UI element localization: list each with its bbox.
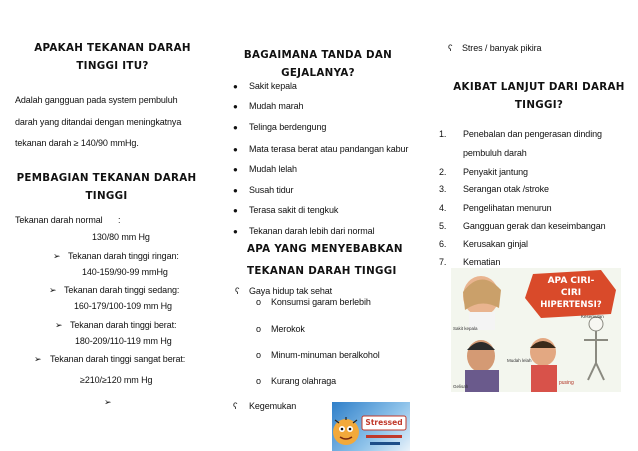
cause-stress: Stres / banyak pikira	[462, 43, 542, 53]
subcause-item: Kurang olahraga	[271, 376, 337, 386]
heading-what-is-hypertension: APAKAH TEKANAN DARAH TINGGI ITU?	[34, 42, 191, 72]
stressed-text: Stressed	[365, 418, 403, 427]
subcause-item: Merokok	[271, 324, 305, 334]
arrow-bullet-icon: ➢	[104, 397, 112, 407]
label-tingling: Kesemutan	[581, 314, 604, 319]
heading-causes-line-2: TEKANAN DARAH TINGGI	[247, 265, 397, 277]
bullet-icon: ●	[233, 227, 238, 236]
column-2	[212, 0, 425, 451]
symptom-item: Telinga berdengung	[249, 122, 327, 132]
arrow-bullet-icon: ➢	[34, 354, 42, 364]
arrow-bullet-icon: ➢	[55, 320, 63, 330]
normal-value: 130/80 mm Hg	[92, 232, 150, 242]
cause-lifestyle: Gaya hidup tak sehat	[249, 286, 333, 296]
illustration-title-1: APA CIRI-	[547, 276, 595, 286]
list-number: 1.	[439, 129, 447, 139]
circle-bullet-icon: o	[256, 324, 261, 334]
symptom-item: Mudah marah	[249, 101, 304, 111]
label-headache: Sakit kepala	[453, 326, 478, 331]
moderate-value: 160-179/100-109 mm Hg	[74, 301, 172, 311]
arrow-bullet-icon: ➢	[53, 251, 61, 261]
bullet-icon: ●	[233, 165, 238, 174]
very-severe-label: Tekanan darah tinggi sangat berat:	[50, 354, 186, 364]
bullet-icon: ●	[233, 123, 238, 132]
hypertension-symptoms-illustration	[451, 268, 621, 392]
bullet-icon: ●	[233, 145, 238, 154]
bullet-icon: ●	[233, 102, 238, 111]
column-3	[425, 0, 638, 451]
subcause-item: Minum-minuman beralkohol	[271, 350, 380, 360]
illustration-title-3: HIPERTENSI?	[540, 300, 602, 310]
symptom-item: Tekanan darah lebih dari normal	[249, 226, 375, 236]
list-number: 7.	[439, 257, 447, 267]
arrow-bullet-icon: ➢	[49, 285, 57, 295]
illustration-title-2: CIRI	[560, 288, 582, 298]
normal-colon: :	[118, 215, 121, 225]
hook-bullet-icon: ʕ	[448, 43, 453, 53]
symptom-item: Susah tidur	[249, 185, 294, 195]
subcause-item: Konsumsi garam berlebih	[271, 297, 371, 307]
severe-label: Tekanan darah tinggi berat:	[70, 320, 177, 330]
consequence-item: Gangguan gerak dan keseimbangan	[463, 221, 606, 231]
severe-value: 180-209/110-119 mm Hg	[75, 336, 172, 346]
symptom-item: Mata terasa berat atau pandangan kabur	[249, 144, 409, 154]
list-number: 4.	[439, 203, 447, 213]
mild-label: Tekanan darah tinggi ringan:	[68, 251, 179, 261]
bullet-icon: ●	[233, 82, 238, 91]
symptom-item: Mudah lelah	[249, 164, 297, 174]
definition-line-2: darah yang ditandai dengan meningkatnya	[15, 117, 182, 127]
list-number: 5.	[439, 221, 447, 231]
label-tired: Mudah lelah	[507, 358, 532, 363]
consequence-item-cont: pembuluh darah	[463, 148, 527, 158]
moderate-label: Tekanan darah tinggi sedang:	[64, 285, 180, 295]
circle-bullet-icon: o	[256, 350, 261, 360]
heading-consequences: AKIBAT LANJUT DARI DARAH TINGGI?	[453, 81, 625, 111]
bullet-icon: ●	[233, 206, 238, 215]
circle-bullet-icon: o	[256, 376, 261, 386]
mild-value: 140-159/90-99 mmHg	[82, 267, 168, 277]
circle-bullet-icon: o	[256, 297, 261, 307]
normal-label: Tekanan darah normal	[15, 215, 103, 225]
hook-bullet-icon: ʕ	[235, 286, 240, 296]
list-number: 3.	[439, 184, 447, 194]
consequence-item: Kerusakan ginjal	[463, 239, 528, 249]
bullet-icon: ●	[233, 186, 238, 195]
column-1	[0, 0, 212, 451]
symptom-item: Terasa sakit di tengkuk	[249, 205, 339, 215]
cause-obesity: Kegemukan	[249, 401, 297, 411]
label-restless: Gelisah	[453, 384, 469, 389]
stressed-illustration	[332, 402, 410, 451]
very-severe-value: ≥210/≥120 mm Hg	[80, 375, 153, 385]
consequence-item: Serangan otak /stroke	[463, 184, 549, 194]
hook-bullet-icon: ʕ	[233, 401, 238, 411]
heading-causes-line-1: APA YANG MENYEBABKAN	[247, 243, 403, 255]
consequence-item: Penebalan dan pengerasan dinding	[463, 129, 602, 139]
list-number: 2.	[439, 167, 447, 177]
label-dizzy: pusing	[559, 380, 574, 386]
heading-signs-symptoms: BAGAIMANA TANDA DAN GEJALANYA?	[243, 49, 393, 79]
heading-classification: PEMBAGIAN TEKANAN DARAH TINGGI	[16, 172, 197, 202]
list-number: 6.	[439, 239, 447, 249]
consequence-item: Pengelihatan menurun	[463, 203, 552, 213]
consequence-item: Penyakit jantung	[463, 167, 528, 177]
symptom-item: Sakit kepala	[249, 81, 297, 91]
definition-line-1: Adalah gangguan pada system pembuluh	[15, 95, 178, 105]
consequence-item: Kematian	[463, 257, 501, 267]
definition-line-3: tekanan darah ≥ 140/90 mmHg.	[15, 138, 139, 148]
